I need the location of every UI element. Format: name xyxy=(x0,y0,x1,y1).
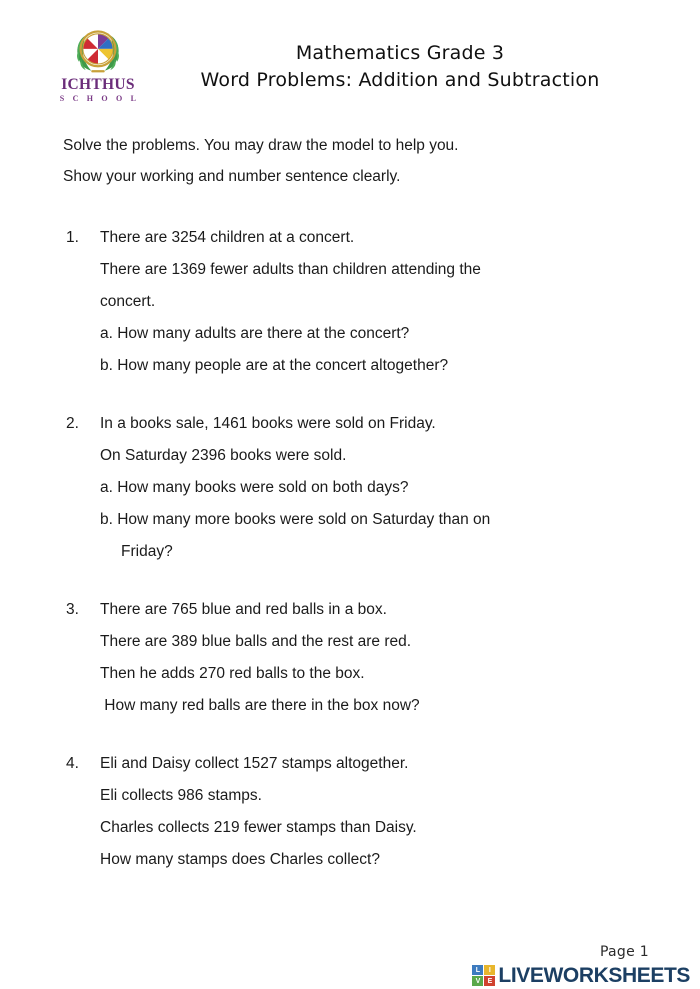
problem-number: 4. xyxy=(66,755,79,772)
problem-line: Eli collects 986 stamps. xyxy=(100,787,262,804)
liveworksheets-tile: L xyxy=(472,965,483,975)
problem-line: How many red balls are there in the box now? xyxy=(100,697,420,714)
problem-line: a. How many books were sold on both days? xyxy=(100,479,409,496)
liveworksheets-tile: E xyxy=(484,976,495,986)
problem-line: There are 1369 fewer adults than children attending the xyxy=(100,261,481,278)
problem-item xyxy=(63,748,663,876)
problem-line: a. How many adults are there at the concert? xyxy=(100,325,410,342)
page-number: Page 1 xyxy=(599,944,649,960)
problem-line: Then he adds 270 red balls to the box. xyxy=(100,665,365,682)
problem-line: b. How many people are at the concert altogether? xyxy=(100,357,449,374)
problem-line: There are 765 blue and red balls in a box. xyxy=(100,601,387,618)
problem-line: Charles collects 219 fewer stamps than Daisy. xyxy=(100,819,417,836)
problem-line: concert. xyxy=(100,293,156,310)
problem-number: 3. xyxy=(66,601,79,618)
problem-line: In a books sale, 1461 books were sold on Friday. xyxy=(100,415,436,432)
page-footer xyxy=(0,929,700,989)
problem-line: Eli and Daisy collect 1527 stamps altogether. xyxy=(100,755,409,772)
problem-list xyxy=(63,222,663,902)
liveworksheets-tile: V xyxy=(472,976,483,986)
problem-item xyxy=(63,594,663,722)
liveworksheets-tiles-icon xyxy=(472,965,495,986)
instruction-line-2: Show your working and number sentence clearly. xyxy=(63,168,401,185)
liveworksheets-tile: I xyxy=(484,965,495,975)
instructions-block xyxy=(63,130,643,192)
liveworksheets-logo xyxy=(472,965,690,986)
instruction-line-1: Solve the problems. You may draw the model to help you. xyxy=(63,137,459,154)
school-logo xyxy=(50,24,146,103)
page-header xyxy=(0,0,700,118)
title-line-1: Mathematics Grade 3 xyxy=(295,42,505,64)
problem-line: There are 3254 children at a concert. xyxy=(100,229,355,246)
worksheet-title xyxy=(150,40,650,94)
problem-number: 2. xyxy=(66,415,79,432)
problem-number: 1. xyxy=(66,229,79,246)
problem-line: b. How many more books were sold on Saturday than on xyxy=(100,511,491,528)
ichthus-school-crest-icon xyxy=(70,24,126,76)
problem-item xyxy=(63,408,663,568)
liveworksheets-wordmark: LIVEWORKSHEETS xyxy=(498,964,690,987)
title-line-2: Word Problems: Addition and Subtraction xyxy=(200,68,600,91)
school-name: ICHTHUS xyxy=(61,76,135,93)
problem-item xyxy=(63,222,663,382)
school-subtitle: S C H O O L xyxy=(59,94,140,104)
problem-line: Friday? xyxy=(121,543,173,560)
problem-line: How many stamps does Charles collect? xyxy=(100,851,380,868)
problem-line: On Saturday 2396 books were sold. xyxy=(100,447,347,464)
problem-line: There are 389 blue balls and the rest are red. xyxy=(100,633,412,650)
